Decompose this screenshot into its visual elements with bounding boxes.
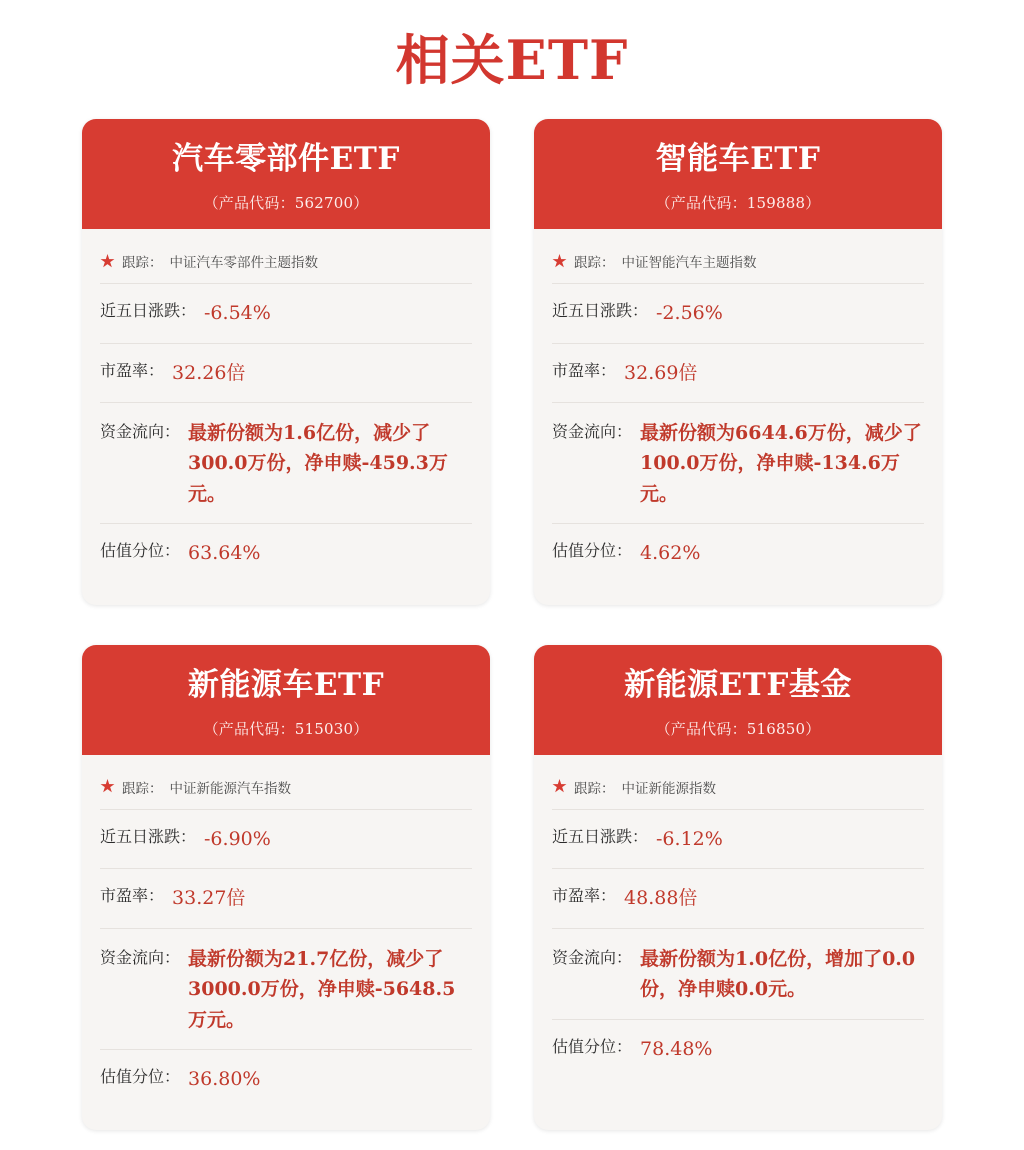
etf-track-label: 跟踪：	[574, 780, 615, 797]
etf-flow-row	[100, 929, 472, 1050]
etf-flow-value: 最新份额为1.6亿份，减少了300.0万份，净申赎-459.3万元。	[188, 422, 448, 505]
etf-track-label: 跟踪：	[122, 780, 163, 797]
etf-code	[544, 192, 932, 213]
etf-card[interactable]	[82, 645, 490, 1131]
etf-valuation-label: 估值分位：	[100, 1066, 181, 1086]
etf-five-day-row	[100, 810, 472, 869]
etf-code	[92, 192, 480, 213]
etf-card-header	[82, 645, 490, 755]
etf-valuation-label: 估值分位：	[100, 541, 181, 561]
etf-five-day-row	[552, 810, 924, 869]
etf-code-prefix: （产品代码：	[655, 194, 747, 213]
etf-valuation-label: 估值分位：	[552, 541, 633, 561]
etf-track-value: 中证智能汽车主题指数	[621, 255, 757, 272]
etf-card-grid	[0, 119, 1024, 1130]
etf-card-body	[534, 755, 942, 1100]
etf-five-day-value: -6.12%	[656, 827, 723, 850]
etf-track-label: 跟踪：	[574, 255, 615, 272]
etf-code-prefix: （产品代码：	[655, 719, 747, 738]
star-icon: ★	[552, 251, 568, 270]
etf-card[interactable]	[534, 645, 942, 1131]
etf-name: 汽车零部件ETF	[172, 141, 400, 177]
etf-pe-row	[100, 869, 472, 928]
etf-code-value: 159888	[746, 194, 806, 213]
etf-track-label: 跟踪：	[122, 255, 163, 272]
etf-track-row	[100, 769, 472, 810]
etf-flow-value: 最新份额为1.0亿份，增加了0.0份，净申赎0.0元。	[640, 947, 916, 1001]
star-icon: ★	[552, 777, 568, 796]
etf-five-day-value: -6.90%	[204, 827, 271, 850]
etf-five-day-label: 近五日涨跌：	[100, 301, 197, 321]
etf-code-value: 562700	[294, 194, 354, 213]
etf-five-day-row	[552, 284, 924, 343]
etf-pe-value: 33.27倍	[172, 887, 246, 910]
etf-card-body	[82, 755, 490, 1130]
etf-pe-value: 32.69倍	[624, 361, 698, 384]
star-icon: ★	[100, 777, 116, 796]
etf-pe-row	[100, 344, 472, 403]
etf-track-value: 中证新能源指数	[621, 780, 717, 797]
etf-card-body	[82, 229, 490, 604]
etf-code-suffix: ）	[353, 194, 369, 213]
etf-flow-row	[552, 403, 924, 524]
etf-valuation-row	[100, 524, 472, 582]
etf-flow-label: 资金流向：	[552, 947, 633, 967]
etf-pe-value: 48.88倍	[624, 887, 698, 910]
etf-valuation-row	[100, 1050, 472, 1108]
etf-code-suffix: ）	[805, 719, 821, 738]
etf-five-day-label: 近五日涨跌：	[552, 301, 649, 321]
etf-pe-value: 32.26倍	[172, 361, 246, 384]
etf-track-value: 中证汽车零部件主题指数	[169, 255, 319, 272]
etf-code-prefix: （产品代码：	[203, 194, 295, 213]
etf-valuation-value: 78.48%	[640, 1037, 713, 1060]
etf-name: 智能车ETF	[655, 141, 821, 177]
etf-valuation-value: 4.62%	[640, 542, 701, 565]
etf-code-value: 515030	[294, 719, 354, 738]
etf-card[interactable]	[534, 119, 942, 605]
etf-valuation-value: 36.80%	[188, 1067, 261, 1090]
etf-pe-label: 市盈率：	[552, 886, 617, 906]
etf-name: 新能源车ETF	[187, 666, 385, 703]
etf-pe-row	[552, 344, 924, 403]
etf-pe-label: 市盈率：	[552, 360, 617, 380]
etf-flow-label: 资金流向：	[552, 422, 633, 442]
etf-pe-row	[552, 869, 924, 928]
etf-pe-label: 市盈率：	[100, 360, 165, 380]
etf-flow-value: 最新份额为21.7亿份，减少了3000.0万份，净申赎-5648.5万元。	[188, 947, 456, 1031]
etf-track-row	[100, 243, 472, 284]
etf-pe-label: 市盈率：	[100, 886, 165, 906]
etf-valuation-row	[552, 524, 924, 582]
etf-name: 新能源ETF基金	[624, 666, 852, 703]
etf-card-header	[82, 119, 490, 229]
star-icon: ★	[100, 251, 116, 270]
etf-code	[544, 718, 932, 739]
etf-five-day-label: 近五日涨跌：	[100, 826, 197, 846]
etf-track-row	[552, 769, 924, 810]
etf-card[interactable]	[82, 119, 490, 605]
etf-card-header	[534, 119, 942, 229]
etf-flow-row	[100, 403, 472, 524]
etf-card-body	[534, 229, 942, 604]
etf-track-row	[552, 243, 924, 284]
etf-valuation-row	[552, 1020, 924, 1078]
etf-page	[0, 18, 1024, 1150]
etf-flow-label: 资金流向：	[100, 422, 181, 442]
etf-five-day-value: -6.54%	[204, 302, 271, 325]
etf-five-day-label: 近五日涨跌：	[552, 826, 649, 846]
etf-code-suffix: ）	[805, 194, 821, 213]
etf-flow-row	[552, 929, 924, 1020]
etf-five-day-value: -2.56%	[656, 302, 723, 325]
etf-five-day-row	[100, 284, 472, 343]
etf-code-prefix: （产品代码：	[203, 719, 295, 738]
etf-flow-label: 资金流向：	[100, 947, 181, 967]
etf-track-value: 中证新能源汽车指数	[169, 780, 292, 797]
etf-card-header	[534, 645, 942, 755]
etf-valuation-value: 63.64%	[188, 542, 261, 565]
etf-code	[92, 718, 480, 739]
etf-code-suffix: ）	[353, 719, 369, 738]
etf-flow-value: 最新份额为6644.6万份，减少了100.0万份，净申赎-134.6万元。	[640, 422, 922, 505]
etf-valuation-label: 估值分位：	[552, 1036, 633, 1056]
etf-code-value: 516850	[746, 719, 806, 738]
page-title: 相关ETF	[395, 28, 629, 92]
